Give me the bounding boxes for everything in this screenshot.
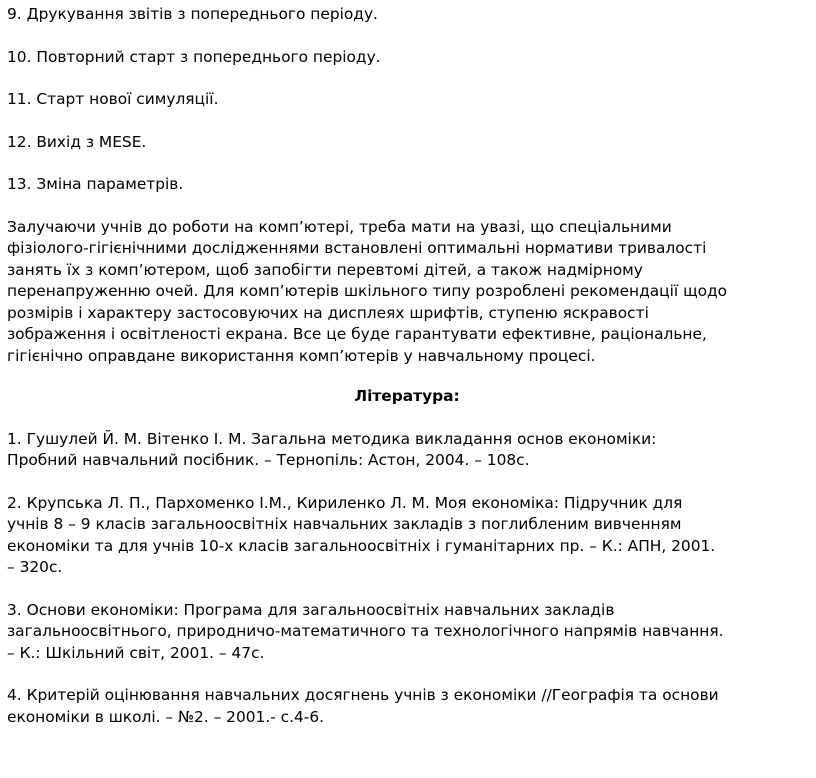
reference-3 xyxy=(7,600,807,665)
menu-item-13: 13. Зміна параметрів. xyxy=(7,175,184,193)
computer-hygiene-paragraph xyxy=(7,217,807,368)
document-page xyxy=(7,4,807,749)
paragraph-line: гігієнічно оправдане використання комп’ютерів у навчальному процесі. xyxy=(7,346,596,365)
paragraph-line: зображення і освітленості екрана. Все це буде гарантувати ефективне, раціональне, xyxy=(7,325,707,343)
paragraph-line: фізіолого-гігієнічними дослідженнями встановлені оптимальні нормативи тривалості xyxy=(7,239,707,257)
paragraph-line: розмірів і характеру застосовуючих на дисплеях шрифтів, ступеню яскравості xyxy=(7,303,649,322)
reference-1 xyxy=(7,429,807,472)
reference-line: економіки та для учнів 10-х класів загальноосвітніх і гуманітарних пр. – К.: АПН, 2001. xyxy=(7,536,716,555)
reference-line: 1. Гушулей Й. М. Вітенко І. М. Загальна методика викладання основ економіки: xyxy=(7,429,657,448)
paragraph-line: Залучаючи учнів до роботи на комп’ютері, треба мати на увазі, що спеціальними xyxy=(7,217,672,236)
menu-item-11: 11. Старт нової симуляції. xyxy=(7,90,219,108)
reference-line: економіки в школі. – №2. – 2001.- с.4-6. xyxy=(7,707,325,726)
reference-line: – 320с. xyxy=(7,558,63,576)
menu-item-10: 10. Повторний старт з попереднього періоду. xyxy=(7,47,381,66)
reference-line: – К.: Шкільний світ, 2001. – 47с. xyxy=(7,643,265,662)
paragraph-line: занять їх з комп’ютером, щоб запобігти перевтомі дітей, а також надмірному xyxy=(7,260,643,279)
reference-2 xyxy=(7,493,807,579)
paragraph-line: перенапруженню очей. Для комп’ютерів шкільного типу розроблені рекомендації щодо xyxy=(7,282,728,300)
reference-line: 4. Критерій оцінювання навчальних досягнень учнів з економіки //Географія та основи xyxy=(7,686,719,704)
reference-list xyxy=(7,429,807,729)
literature-heading: Література: xyxy=(354,387,460,405)
menu-list xyxy=(7,4,807,196)
reference-line: загальноосвітнього, природничо-математичного та технологічного напрямів навчання. xyxy=(7,622,724,640)
menu-item-9: 9. Друкування звітів з попереднього періоду. xyxy=(7,5,378,23)
reference-4 xyxy=(7,685,807,728)
reference-line: 3. Основи економіки: Програма для загальноосвітніх навчальних закладів xyxy=(7,600,615,619)
menu-item-12: 12. Вихід з MESE. xyxy=(7,132,147,151)
reference-line: Пробний навчальний посібник. – Тернопіль: Астон, 2004. – 108с. xyxy=(7,451,530,469)
reference-line: учнів 8 – 9 класів загальноосвітніх навчальних закладів з поглибленим вивченням xyxy=(7,515,682,533)
reference-line: 2. Крупська Л. П., Пархоменко І.М., Кириленко Л. М. Моя економіка: Підручник для xyxy=(7,493,683,512)
